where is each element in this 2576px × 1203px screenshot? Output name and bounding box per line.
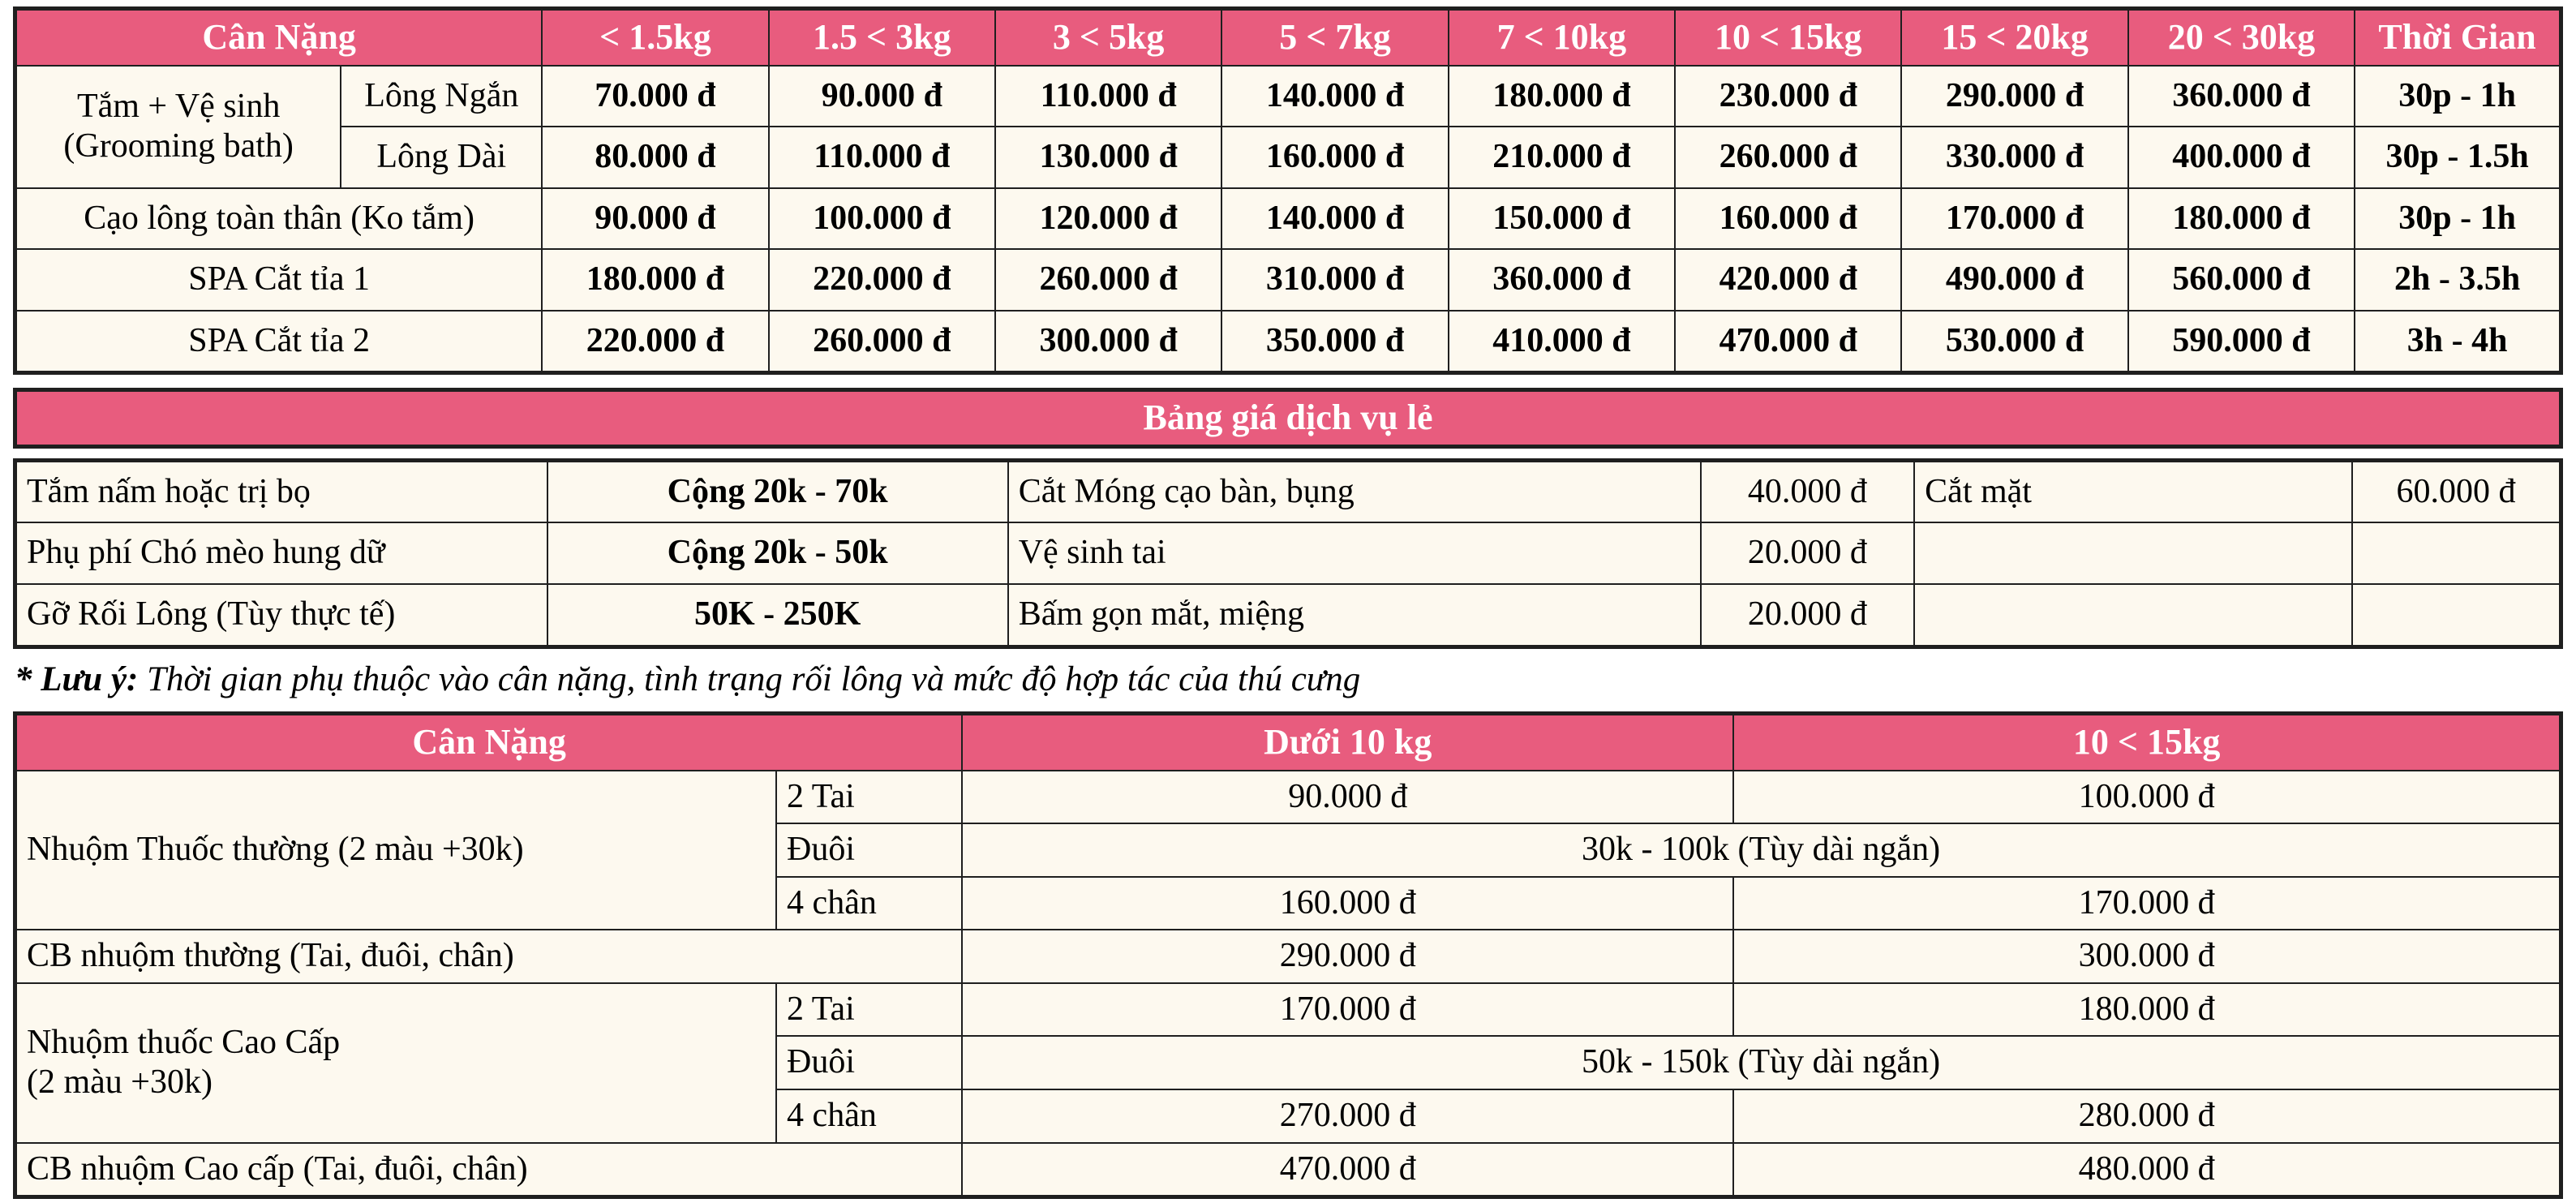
price-cell: 160.000 đ — [1675, 188, 1901, 250]
grooming-row-spa-1 — [15, 249, 2561, 311]
extra-service-label: Tắm nấm hoặc trị bọ — [15, 460, 547, 522]
header-weight-cell: Dưới 10 kg — [962, 714, 1733, 771]
dye-row-combo-premium — [15, 1143, 2561, 1197]
extra-service-label: Cắt Móng cạo bàn, bụng — [1008, 460, 1701, 522]
price-cell: 470.000 đ — [1675, 311, 1901, 373]
hair-type-label: Lông Ngắn — [341, 66, 542, 127]
dye-price-cell: 160.000 đ — [962, 877, 1733, 930]
price-cell: 110.000 đ — [995, 66, 1221, 127]
price-cell: 560.000 đ — [2128, 249, 2355, 311]
price-cell: 260.000 đ — [1675, 127, 1901, 188]
extra-price-cell — [2352, 522, 2561, 584]
price-cell: 90.000 đ — [769, 66, 995, 127]
price-cell: 330.000 đ — [1901, 127, 2127, 188]
price-cell: 590.000 đ — [2128, 311, 2355, 373]
dye-price-cell: 100.000 đ — [1733, 771, 2561, 824]
price-cell: 170.000 đ — [1901, 188, 2127, 250]
grooming-row-spa-2 — [15, 311, 2561, 373]
body-part-label: 2 Tai — [776, 771, 962, 824]
price-cell: 180.000 đ — [542, 249, 768, 311]
body-part-label: 4 chân — [776, 877, 962, 930]
price-cell: 360.000 đ — [2128, 66, 2355, 127]
grooming-row-bath-long-hair — [15, 127, 2561, 188]
dye-price-cell: 300.000 đ — [1733, 930, 2561, 983]
dye-combo-label: CB nhuộm thường (Tai, đuôi, chân) — [15, 930, 963, 983]
price-cell: 80.000 đ — [542, 127, 768, 188]
service-label-line1: Tắm + Vệ sinh — [76, 87, 281, 125]
price-cell: 90.000 đ — [542, 188, 768, 250]
note-prefix: * Lưu ý: — [15, 660, 139, 698]
dye-price-cell: 270.000 đ — [962, 1089, 1733, 1143]
duration-cell: 2h - 3.5h — [2355, 249, 2561, 311]
body-part-label: Đuôi — [776, 1036, 962, 1089]
price-cell: 290.000 đ — [1901, 66, 2127, 127]
header-weight-cell: < 1.5kg — [542, 9, 768, 66]
price-cell: 100.000 đ — [769, 188, 995, 250]
price-cell: 490.000 đ — [1901, 249, 2127, 311]
dye-price-range: 30k - 100k (Tùy dài ngắn) — [962, 823, 2561, 877]
price-cell: 180.000 đ — [1449, 66, 1675, 127]
dye-price-cell: 280.000 đ — [1733, 1089, 2561, 1143]
service-label-bath — [15, 66, 341, 188]
grooming-price-table — [13, 6, 2563, 375]
price-cell: 230.000 đ — [1675, 66, 1901, 127]
price-cell: 210.000 đ — [1449, 127, 1675, 188]
price-cell: 260.000 đ — [769, 311, 995, 373]
extra-service-label — [1914, 522, 2352, 584]
duration-cell: 30p - 1h — [2355, 66, 2561, 127]
extra-price-range: 50K - 250K — [547, 584, 1008, 647]
price-cell: 130.000 đ — [995, 127, 1221, 188]
extra-service-label — [1914, 584, 2352, 647]
price-cell: 150.000 đ — [1449, 188, 1675, 250]
dye-price-range: 50k - 150k (Tùy dài ngắn) — [962, 1036, 2561, 1089]
header-weight-cell: 20 < 30kg — [2128, 9, 2355, 66]
note-text — [15, 659, 2561, 701]
dye-group-label-line2: (2 màu +30k) — [27, 1063, 213, 1102]
price-cell: 310.000 đ — [1221, 249, 1448, 311]
header-weight-cell: 10 < 15kg — [1733, 714, 2561, 771]
extra-price-cell: 20.000 đ — [1701, 522, 1915, 584]
header-weight-cell: 5 < 7kg — [1221, 9, 1448, 66]
grooming-row-shave — [15, 188, 2561, 250]
extra-service-label: Vệ sinh tai — [1008, 522, 1701, 584]
dye-row-combo-standard — [15, 930, 2561, 983]
dye-combo-label: CB nhuộm Cao cấp (Tai, đuôi, chân) — [15, 1143, 963, 1197]
service-label-shave: Cạo lông toàn thân (Ko tắm) — [15, 188, 543, 250]
extra-price-cell — [2352, 584, 2561, 647]
price-cell: 220.000 đ — [769, 249, 995, 311]
hair-type-label: Lông Dài — [341, 127, 542, 188]
body-part-label: Đuôi — [776, 823, 962, 877]
extra-price-cell: 60.000 đ — [2352, 460, 2561, 522]
header-weight-cell: 10 < 15kg — [1675, 9, 1901, 66]
price-cell: 140.000 đ — [1221, 66, 1448, 127]
grooming-header-row — [15, 9, 2561, 66]
dye-group-label-standard: Nhuộm Thuốc thường (2 màu +30k) — [15, 771, 777, 930]
extra-row — [15, 584, 2561, 647]
service-label-line2: (Grooming bath) — [63, 127, 294, 165]
dye-price-cell: 90.000 đ — [962, 771, 1733, 824]
price-cell: 220.000 đ — [542, 311, 768, 373]
dye-price-cell: 480.000 đ — [1733, 1143, 2561, 1197]
dye-row-standard-ears — [15, 771, 2561, 824]
dye-price-cell: 170.000 đ — [962, 983, 1733, 1037]
header-weight-cell: 7 < 10kg — [1449, 9, 1675, 66]
section-title-extra-services: Bảng giá dịch vụ lẻ — [13, 388, 2563, 449]
duration-cell: 3h - 4h — [2355, 311, 2561, 373]
price-cell: 160.000 đ — [1221, 127, 1448, 188]
grooming-row-bath-short-hair — [15, 66, 2561, 127]
dye-price-table — [13, 711, 2563, 1199]
header-duration-label: Thời Gian — [2355, 9, 2561, 66]
price-cell: 400.000 đ — [2128, 127, 2355, 188]
price-cell: 410.000 đ — [1449, 311, 1675, 373]
header-weight-cell: 3 < 5kg — [995, 9, 1221, 66]
dye-header-row — [15, 714, 2561, 771]
duration-cell: 30p - 1h — [2355, 188, 2561, 250]
extra-row — [15, 460, 2561, 522]
service-label-spa1: SPA Cắt tỉa 1 — [15, 249, 543, 311]
duration-cell: 30p - 1.5h — [2355, 127, 2561, 188]
note-body: Thời gian phụ thuộc vào cân nặng, tình trạng rối lông và mức độ hợp tác của thú cưng — [138, 660, 1361, 698]
price-cell: 70.000 đ — [542, 66, 768, 127]
header-weight-label: Cân Nặng — [15, 714, 963, 771]
price-cell: 110.000 đ — [769, 127, 995, 188]
extra-price-cell: 20.000 đ — [1701, 584, 1915, 647]
header-weight-label: Cân Nặng — [15, 9, 543, 66]
price-cell: 260.000 đ — [995, 249, 1221, 311]
header-weight-cell: 1.5 < 3kg — [769, 9, 995, 66]
price-cell: 300.000 đ — [995, 311, 1221, 373]
dye-group-label-line1: Nhuộm thuốc Cao Cấp — [27, 1023, 341, 1061]
price-cell: 120.000 đ — [995, 188, 1221, 250]
extra-price-range: Cộng 20k - 50k — [547, 522, 1008, 584]
extra-service-label: Gỡ Rối Lông (Tùy thực tế) — [15, 584, 547, 647]
dye-row-premium-ears — [15, 983, 2561, 1037]
extra-row — [15, 522, 2561, 584]
header-weight-cell: 15 < 20kg — [1901, 9, 2127, 66]
extra-service-label: Phụ phí Chó mèo hung dữ — [15, 522, 547, 584]
dye-price-cell: 470.000 đ — [962, 1143, 1733, 1197]
service-label-spa2: SPA Cắt tỉa 2 — [15, 311, 543, 373]
price-cell: 420.000 đ — [1675, 249, 1901, 311]
dye-price-cell: 180.000 đ — [1733, 983, 2561, 1037]
extra-services-table — [13, 458, 2563, 649]
dye-price-cell: 290.000 đ — [962, 930, 1733, 983]
price-cell: 350.000 đ — [1221, 311, 1448, 373]
price-cell: 180.000 đ — [2128, 188, 2355, 250]
dye-group-label-premium — [15, 983, 777, 1143]
body-part-label: 2 Tai — [776, 983, 962, 1037]
extra-price-range: Cộng 20k - 70k — [547, 460, 1008, 522]
dye-price-cell: 170.000 đ — [1733, 877, 2561, 930]
price-cell: 360.000 đ — [1449, 249, 1675, 311]
extra-service-label: Bấm gọn mắt, miệng — [1008, 584, 1701, 647]
body-part-label: 4 chân — [776, 1089, 962, 1143]
extra-service-label: Cắt mặt — [1914, 460, 2352, 522]
price-cell: 530.000 đ — [1901, 311, 2127, 373]
price-cell: 140.000 đ — [1221, 188, 1448, 250]
extra-price-cell: 40.000 đ — [1701, 460, 1915, 522]
